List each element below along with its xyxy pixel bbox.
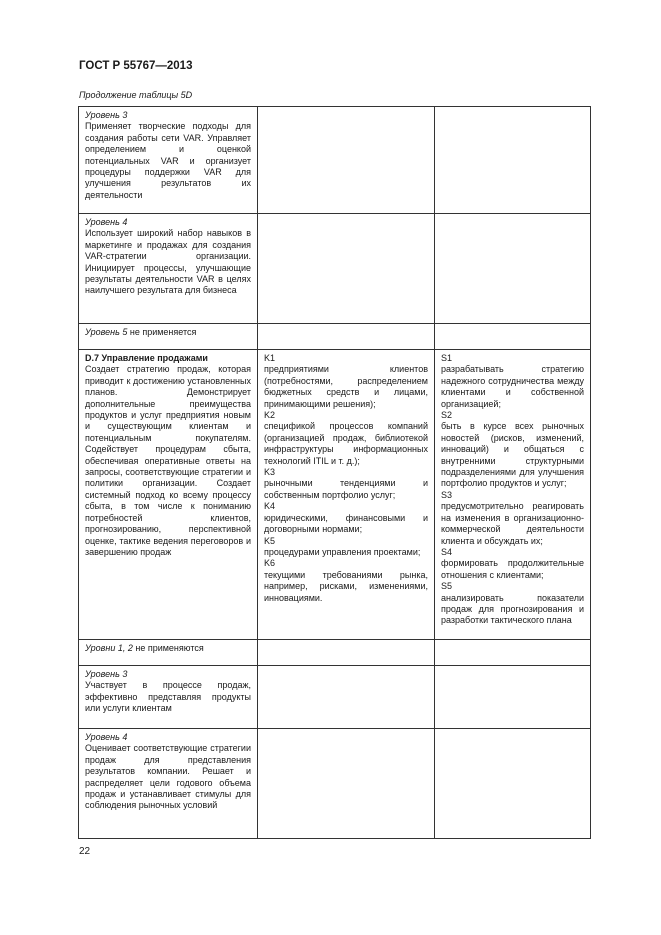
skill-text: быть в курсе всех рыночных новостей (рисков, изменений, инноваций) и общаться с внутренними структурными подразделениями для улучшения портфолио продуктов и услуг; — [441, 421, 584, 489]
level-cell — [79, 666, 258, 729]
empty-cell — [435, 107, 591, 214]
knowledge-code: K4 — [264, 501, 276, 512]
page-number: 22 — [79, 846, 91, 857]
knowledge-text: процедурами управления проектами; — [264, 546, 421, 557]
skill-code: S2 — [441, 410, 453, 421]
skills-cell — [435, 350, 591, 640]
level-title: Уровни 1, 2 — [85, 643, 133, 653]
level-text: Участвует в процессе продаж, эффективно представляя продукты или услуги клиентам — [85, 680, 251, 714]
level-text: Использует широкий набор навыков в маркетинге и продажах для создания VAR-стратегии организации. Инициирует процессы, улучшающие результаты деятельности VAR в целях наилучшего результата для бизнеса — [85, 228, 251, 296]
empty-cell — [435, 666, 591, 729]
table-caption: Продолжение таблицы 5D — [79, 90, 193, 100]
empty-cell — [435, 729, 591, 839]
knowledge-text: спецификой процессов компаний (организацией продаж, библиотекой инфраструктуры информационных технологий ITIL и т. д.); — [264, 421, 428, 466]
knowledge-code: K1 — [264, 353, 276, 363]
skill-text: предусмотрительно реагировать на изменения в организационно-коммерческой деятельности клиента и обсуждать их; — [441, 501, 584, 546]
empty-cell — [258, 107, 435, 214]
empty-cell — [258, 729, 435, 839]
level-note: не применяется — [127, 327, 197, 337]
level-cell — [79, 729, 258, 839]
empty-cell — [435, 640, 591, 666]
level-cell — [79, 640, 258, 666]
knowledge-text: рыночными тенденциями и собственным портфолио услуг; — [264, 478, 428, 500]
skill-code: S3 — [441, 489, 453, 500]
skill-code: S1 — [441, 353, 453, 363]
knowledge-text: текущими требованиями рынка, например, рисками, изменениями, инновациями. — [264, 569, 428, 603]
empty-cell — [258, 640, 435, 666]
level-cell — [79, 214, 258, 324]
table-row — [79, 350, 591, 640]
skill-text: анализировать показатели продаж для прогнозирования и разработки тактического плана — [441, 592, 584, 626]
document-id: ГОСТ Р 55767—2013 — [79, 60, 193, 72]
skill-code: S5 — [441, 581, 453, 592]
level-text: Оценивает соответствующие стратегии продаж для представления результатов компании. Решает и распределяет цели годового объема продаж и устанавливает стимулы для соблюдения рыночных условий — [85, 743, 251, 811]
knowledge-code: K2 — [264, 410, 276, 421]
skill-code: S4 — [441, 546, 453, 557]
level-cell — [79, 324, 258, 350]
level-title: Уровень 4 — [85, 217, 128, 227]
table-row — [79, 729, 591, 839]
empty-cell — [435, 214, 591, 324]
level-title: Уровень 5 — [85, 327, 128, 337]
table-row — [79, 107, 591, 214]
knowledge-text: юридическими, финансовыми и договорными нормами; — [264, 512, 428, 535]
table-row — [79, 324, 591, 350]
level-text: Применяет творческие подходы для создания работы сети VAR. Управляет определением и оценкой потенциальных VAR и организует процедуры поддержки VAR для улучшения результатов их деятельности — [85, 121, 251, 200]
table-row — [79, 666, 591, 729]
empty-cell — [258, 214, 435, 324]
level-note: не применяются — [132, 643, 204, 653]
empty-cell — [435, 324, 591, 350]
level-title: Уровень 3 — [85, 110, 128, 120]
level-title: Уровень 3 — [85, 669, 128, 679]
level-cell — [79, 107, 258, 214]
table-row — [79, 214, 591, 324]
knowledge-text: предприятиями клиентов (потребностями, распределением бюджетных средств и лицами, принимающими решения); — [264, 364, 428, 409]
knowledge-code: K6 — [264, 558, 276, 569]
skill-text: разрабатывать стратегию надежного сотрудничества между клиентами и собственной организацией; — [441, 364, 584, 409]
skill-text: формировать продолжительные отношения с клиентами; — [441, 558, 584, 580]
knowledge-code: K3 — [264, 467, 276, 478]
section-title: D.7 Управление продажами — [85, 353, 208, 363]
empty-cell — [258, 666, 435, 729]
knowledge-code: K5 — [264, 535, 276, 546]
table-row — [79, 640, 591, 666]
knowledge-cell — [258, 350, 435, 640]
competence-table — [78, 106, 591, 839]
section-description: Создает стратегию продаж, которая приводит к достижению установленных планов. Демонстрирует дополнительные преимущества продуктов и услуг предприятия новым и существующим клиентам и потенциальным покупателям. Содействует процедурам сбыта, обеспечивая оперативные ответы на запросы, соответствующие стратегии и политики организации. Создает системный подход ко всему процессу сбыта, в том числе к пониманию потребностей клиентов, прогнозированию, перспективной оценке, тактике ведения переговоров и завершению продаж — [85, 364, 251, 557]
competence-cell — [79, 350, 258, 640]
empty-cell — [258, 324, 435, 350]
level-title: Уровень 4 — [85, 732, 128, 742]
